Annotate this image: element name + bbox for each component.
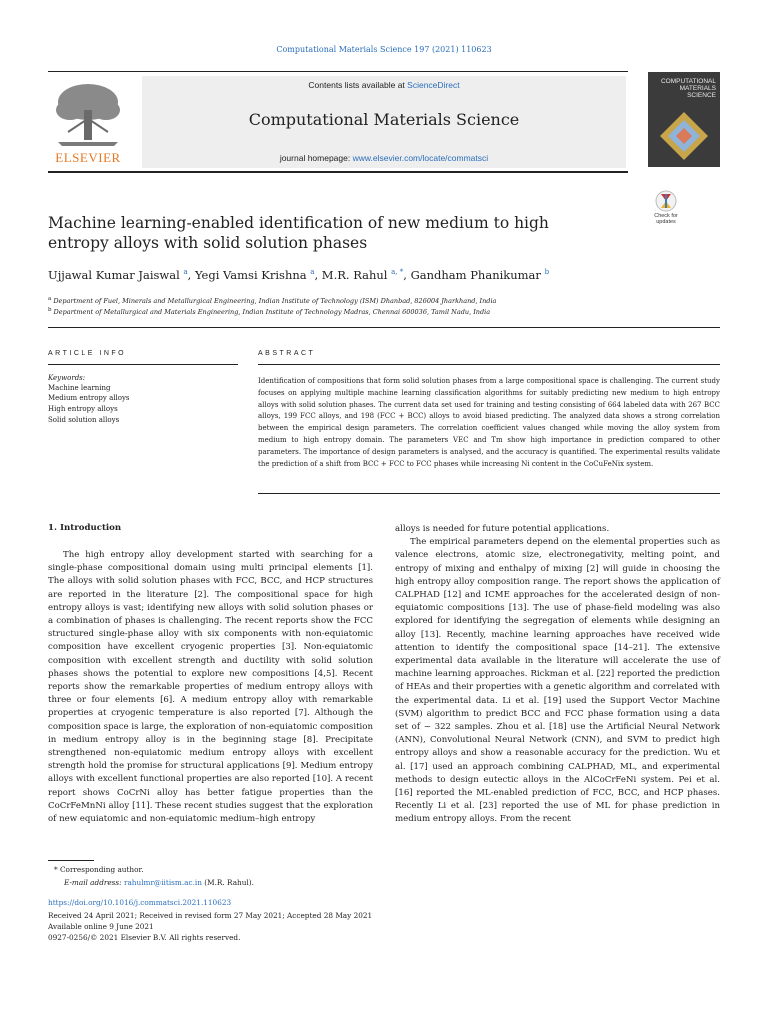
- affiliation: [48, 296, 496, 305]
- keyword-item: Solid solution alloys: [48, 416, 120, 424]
- homepage-prefix: journal homepage:: [279, 153, 353, 163]
- author-affil-marker[interactable]: a, *: [391, 268, 404, 277]
- cover-title: COMPUTATIONAL MATERIALS SCIENCE: [660, 78, 716, 99]
- keyword-item: High entropy alloys: [48, 405, 118, 413]
- header-top-rule: [48, 71, 628, 72]
- affiliation-marker: a: [48, 296, 52, 302]
- body-column-left: [48, 549, 373, 826]
- affiliation-marker: b: [48, 307, 52, 313]
- available-online: Available online 9 June 2021: [48, 922, 154, 931]
- cover-graphic-icon: [658, 110, 710, 162]
- email-line: [64, 878, 254, 888]
- author-name[interactable]: Ujjawal Kumar Jaiswal: [48, 268, 180, 282]
- section-heading-introduction: 1. Introduction: [48, 523, 122, 533]
- sciencedirect-link[interactable]: ScienceDirect: [407, 80, 460, 90]
- journal-cover-thumbnail[interactable]: [648, 72, 720, 167]
- author-affil-marker[interactable]: a: [183, 268, 188, 277]
- contents-line: [142, 80, 626, 90]
- author-affil-marker[interactable]: a: [310, 268, 315, 277]
- affiliation: [48, 307, 490, 316]
- body-paragraph: The high entropy alloy development started with searching for a single-phase compositional domain using multi principal elements [1]. The alloys with solid solution phases with FCC, BCC, and HCP structures are reported in the literature [2]. The compositional space for high entropy alloys is vast; identifying new alloys with solid solution phases or a combination of phases is challenging. The recent reports show the FCC structured single-phase alloy with six components with non-equiatomic composition have excellent cryogenic properties [3]. Non-equiatomic composition with excellent strength and ductility with solid solution phases shows the potential to explore new compositions [4,5]. Recent reports show the remarkable properties of medium entropy alloys with three or four elements [6]. A medium entropy alloy with remarkable properties at cryogenic temperature is also reported [7]. Although the composition space is large, the exploration of non-equiatomic composition in medium entropy alloy is in the beginning stage [8]. Precipitate strengthened non-equiatomic medium entropy alloys with excellent strength hold the promise for structural applications [9]. Medium entropy alloys with excellent functional properties are also reported [10]. A recent report shows CoCrNi alloy has better fatigue properties than the CoCrFeMnNi alloy [11]. These recent studies suggest that the exploration of new equiatomic and non-equiatomic medium–high entropy: [48, 550, 373, 825]
- corresponding-author-note: * Corresponding author.: [54, 865, 144, 874]
- doi-link[interactable]: https://doi.org/10.1016/j.commatsci.2021.110623: [48, 898, 232, 907]
- article-title: Machine learning-enabled identification of new medium to high entropy alloys with solid solution phases: [48, 214, 549, 252]
- received-dates: Received 24 April 2021; Received in revised form 27 May 2021; Accepted 28 May 2021: [48, 911, 373, 920]
- author-name[interactable]: Gandham Phanikumar: [410, 268, 541, 282]
- affiliation-text: Department of Metallurgical and Materials Engineering, Indian Institute of Technology Madras, Chennai 600036, Tamil Nadu, India: [53, 308, 491, 317]
- author-list: Ujjawal Kumar Jaiswal $^a$, Yegi Vamsi Krishna $^a$, M.R. Rahul $^{a, *}$, Gandham Phanikumar $^b$: [48, 268, 550, 282]
- copyright-line: 0927-0256/© 2021 Elsevier B.V. All rights reserved.: [48, 933, 241, 942]
- keyword-item: Medium entropy alloys: [48, 394, 130, 402]
- journal-homepage: [142, 153, 626, 163]
- article-info-heading: ARTICLE INFO: [48, 350, 127, 357]
- abstract-text: Identification of compositions that form solid solution phases from a large compositional space is challenging. The current study focuses on applying multiple machine learning classification algorithms for suitably predicting new medium to high entropy alloys with solid solution phases. The current data set used for training and testing consisting of 664 labeled data with 267 BCC alloys, 199 FCC alloys, and 198 (FCC + BCC) alloys to avoid biased predicting. The analyzed data shows a strong correlation between the empirical design parameters. The correlation coefficient values changed while moving the alloy system from medium to high entropy domain. The parameters VEC and Tm show high importance in prediction compared to other parameters. The importance of design parameters is analysed, and the accuracy is quantified. The experimental results validate the prediction of a shift from BCC + FCC to FCC phases while increasing Ni content in the CoCuFeNix system.: [258, 377, 720, 468]
- header-bottom-rule: [48, 171, 628, 173]
- author-name[interactable]: Yegi Vamsi Krishna: [194, 268, 307, 282]
- body-paragraph: alloys is needed for future potential applications.: [395, 524, 610, 534]
- affiliation-text: Department of Fuel, Minerals and Metallurgical Engineering, Indian Institute of Technology (ISM) Dhanbad, 826004 Jharkhand, India: [53, 297, 497, 306]
- email-suffix: (M.R. Rahul).: [201, 878, 254, 887]
- journal-title: Computational Materials Science: [248, 110, 520, 129]
- contents-prefix: Contents lists available at: [308, 80, 408, 90]
- abstract-bottom-rule: [258, 493, 720, 494]
- body-paragraph: The empirical parameters depend on the elemental properties such as valence electrons, atomic size, electronegativity, melting point, and entropy of mixing and enthalpy of mixing [2] will guide in choosing the high entropy alloy composition range. The report shows the application of CALPHAD [12] and ICME approaches for the accelerated design of non-equiatomic compositions [13]. The use of phase-field modeling was also explored for identifying the segregation of elements while designing an alloy [13]. Recently, machine learning approaches have received wide attention to identify the compositional space [14–21]. The extensive experimental data available in the literature will accelerate the use of machine learning approaches. Rickman et al. [22] reported the prediction of HEAs and their properties with a genetic algorithm and correlated with the experimental data. Li et al. [19] used the Support Vector Machine (SVM) algorithm to predict BCC and FCC phase formation using a data set of ~ 322 samples. Zhou et al. [18] use the Artificial Neural Network (ANN), Convolutional Neural Network (CNN), and SVM to predict high entropy alloys and show a reasonable accuracy for the prediction. Wu et al. [17] used an approach combining CALPHAD, ML, and experimental methods to design eutectic alloys in the AlCoCrFeNi system. Pei et al. [16] reported the ML-enabled prediction of FCC, BCC, and HCP phases. Recently Li et al. [23] reported the use of ML for phase prediction in medium entropy alloys. From the recent: [395, 537, 720, 825]
- abstract-heading: ABSTRACT: [258, 350, 316, 357]
- elsevier-wordmark: ELSEVIER: [55, 150, 121, 165]
- abstract-rule: [258, 364, 720, 365]
- email-label: E-mail address:: [64, 878, 124, 887]
- keywords-label: Keywords:: [48, 374, 86, 382]
- crossmark-icon[interactable]: [654, 190, 678, 212]
- check-for-updates-label[interactable]: Check for updates: [654, 213, 678, 225]
- email-link[interactable]: rahulmr@iitism.ac.in: [123, 878, 202, 887]
- journal-citation-link[interactable]: Computational Materials Science 197 (2021) 110623: [276, 45, 492, 54]
- keyword-item: Machine learning: [48, 384, 111, 392]
- body-column-right: [395, 523, 720, 827]
- article-info-rule: [48, 364, 238, 365]
- author-name[interactable]: M.R. Rahul: [321, 268, 388, 282]
- title-block-rule: [48, 327, 720, 328]
- homepage-link[interactable]: www.elsevier.com/locate/commatsci: [352, 153, 489, 163]
- footnote-rule: [48, 860, 94, 861]
- author-affil-marker[interactable]: b: [544, 268, 550, 277]
